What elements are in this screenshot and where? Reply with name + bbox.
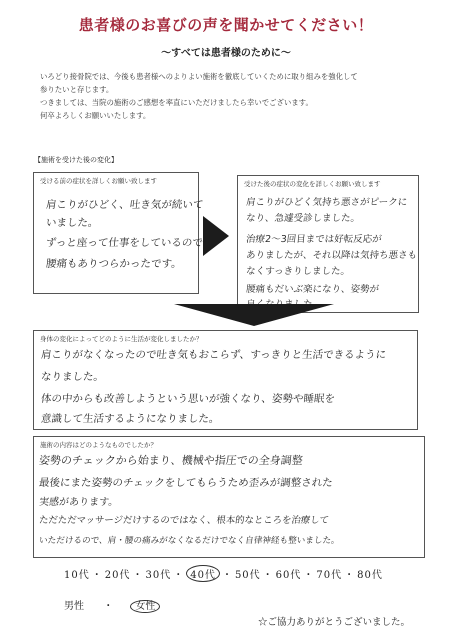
treatment-content-box (33, 436, 425, 558)
handwritten-line: ただただマッサージだけするのではなく、根本的なところを治療して (38, 515, 330, 526)
gender-options (64, 597, 160, 612)
arrow-right-icon (203, 216, 229, 256)
after-symptoms-label: 受けた後の症状の変化を詳しくお願い致します (244, 180, 381, 188)
page-subtitle: ～すべては患者様のために～ (161, 48, 291, 59)
age-option: 20代 (104, 570, 131, 581)
handwritten-line: 実感があります。 (38, 497, 119, 508)
gender-male: 男性 (64, 601, 84, 612)
age-option-selected: 40代 (186, 565, 220, 582)
handwritten-line: 最後にまた姿勢のチェックをしてもらうため歪みが調整された (38, 477, 334, 489)
handwritten-line: 腰痛もだいぶ楽になり、姿勢が (245, 284, 380, 295)
handwritten-line: ずっと座って仕事をしているので (45, 237, 204, 249)
handwritten-line: 腰痛もありつらかったです。 (45, 258, 183, 270)
after-symptoms-box (237, 175, 419, 313)
handwritten-line: 体の中からも改善しようという思いが強くなり、姿勢や睡眠を (40, 393, 336, 405)
intro-line: 何卒よろしくお願いいたします。 (40, 111, 151, 120)
life-change-box (33, 330, 418, 430)
handwritten-line: 姿勢のチェックから始まり、機械や指圧での全身調整 (38, 454, 304, 467)
handwritten-line: 意識して生活するようになりました。 (40, 413, 221, 425)
intro-text (40, 70, 430, 122)
handwritten-line: いました。 (45, 217, 100, 229)
intro-line: つきましては、当院の施術のご感想を率直にいただけましたら幸いでございます。 (40, 98, 313, 107)
intro-line: 参りたいと存じます。 (40, 85, 114, 94)
gender-separator: ・ (103, 601, 114, 612)
age-option: 70代 (316, 570, 343, 581)
before-symptoms-box (33, 172, 204, 294)
intro-line: いろどり接骨院では、今後も患者様へのよりよい施術を徹底していくために取り組みを強化して (40, 72, 358, 81)
handwritten-line: 治療2～3回目までは好転反応が (245, 234, 383, 245)
handwritten-line: なりました。 (40, 371, 105, 383)
age-option: 50代 (234, 570, 261, 581)
handwritten-line: なり、急遽受診しました。 (245, 213, 361, 224)
age-option: 30代 (145, 570, 172, 581)
handwritten-line: 良くなりました。 (245, 299, 323, 310)
handwritten-line: ありましたが、それ以降は気持ち悪さも (245, 250, 418, 261)
treatment-content-label: 施術の内容はどのようなものでしたか？ (40, 441, 157, 449)
handwritten-line: 肩こりがなくなったので吐き気もおこらず、すっきりと生活できるように (40, 349, 387, 361)
handwritten-line: いただけるので、肩・腰の痛みがなくなるだけでなく自律神経も整いました。 (38, 536, 341, 546)
arrow-down-icon (174, 304, 334, 326)
before-symptoms-label: 受ける前の症状を詳しくお願い致します (40, 177, 157, 185)
gender-female-selected: 女性 (130, 600, 160, 613)
section-label: 【施術を受けた後の変化】 (34, 156, 118, 164)
handwritten-line: 肩こりがひどく気持ち悪さがピークに (245, 197, 408, 208)
thanks-message: ☆ご協力ありがとうございました。 (258, 617, 411, 628)
age-option: 80代 (357, 570, 383, 581)
handwritten-line: なくすっきりしました。 (245, 266, 351, 277)
life-change-label: 身体の変化によってどのように生活が変化しましたか？ (40, 335, 203, 343)
page-title: 患者様のお喜びの声を聞かせてください！ (78, 16, 374, 34)
handwritten-line: 肩こりがひどく、吐き気が続いて (45, 199, 204, 211)
age-option: 10代 (64, 570, 90, 581)
age-option: 60代 (275, 570, 302, 581)
age-options: 10代 ・ 20代 ・ 30代 ・ 40代 ・ 50代 ・ 60代 ・ 70代 ・ 80代 (64, 565, 383, 582)
